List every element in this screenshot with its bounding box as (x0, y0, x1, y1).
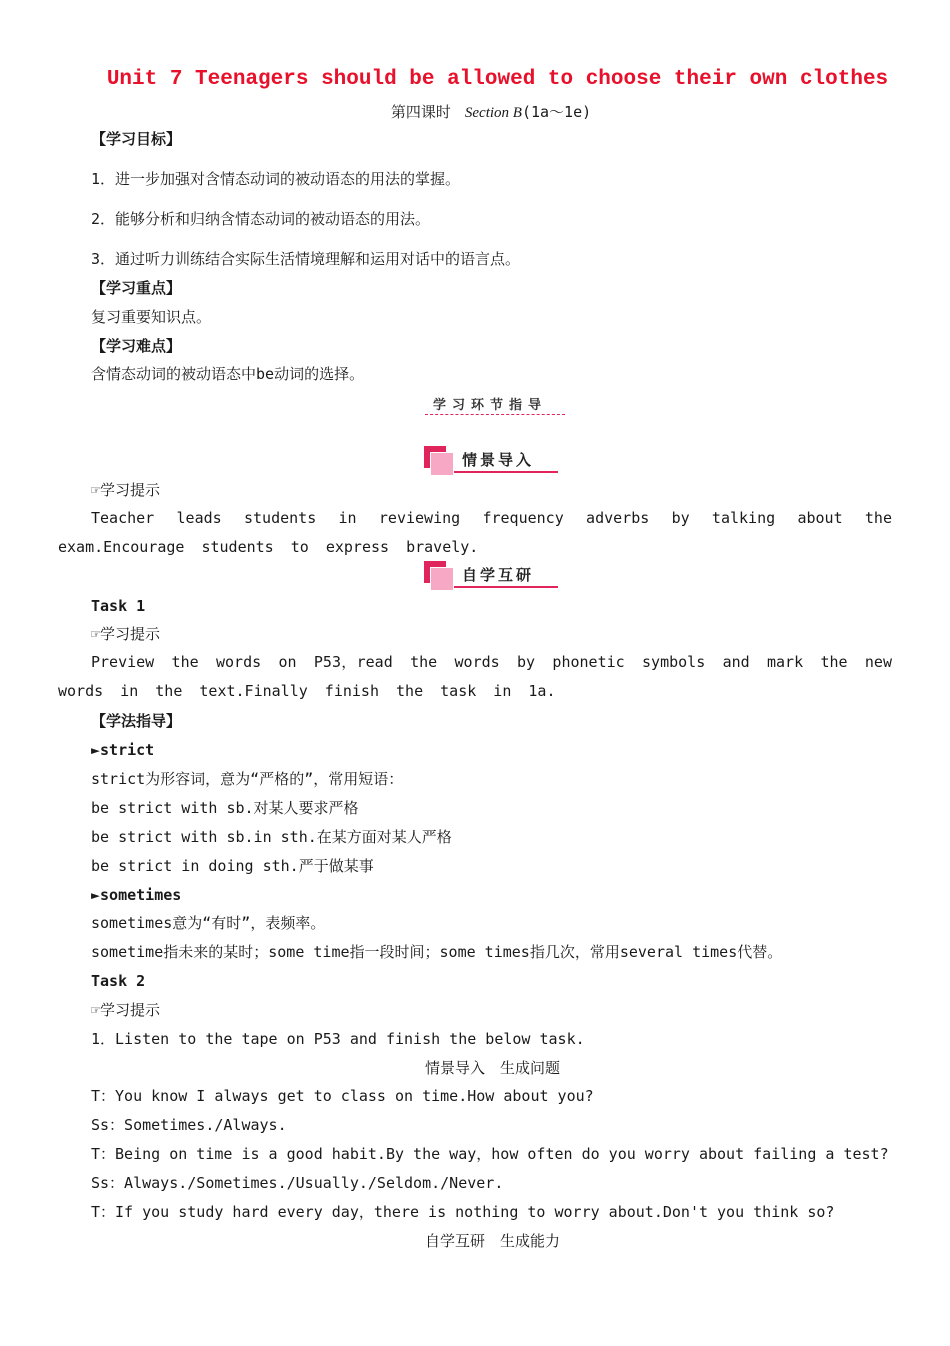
section-underline (454, 471, 558, 473)
dialogue-line: T：You know I always get to class on time.How about you? (91, 1087, 594, 1105)
task2-instruction: 1．Listen to the tape on P53 and finish the below task. (91, 1030, 585, 1048)
section-square-icon (430, 452, 454, 476)
task2-subheading: 自学互研 生成能力 (424, 1232, 560, 1250)
strict-line: be strict in doing sth.严于做某事 (91, 857, 374, 875)
objectives-heading: 【学习目标】 (91, 130, 182, 148)
dialogue-line: T：Being on time is a good habit.By the way，how often do you worry about failing a test? (91, 1145, 889, 1163)
objective-item: 2．能够分析和归纳含情态动词的被动语态的用法。 (91, 210, 431, 228)
dialogue-line: Ss：Sometimes./Always. (91, 1116, 287, 1134)
sometimes-line: sometime指未来的某时；some time指一段时间；some times指几次，常用several times代替。 (91, 943, 783, 961)
dialogue-line: T：If you study hard every day，there is nothing to worry about.Don't you think so? (91, 1203, 835, 1221)
self-study-section-title: 自学互研 (462, 566, 535, 584)
method-heading: 【学法指导】 (91, 712, 182, 730)
difficult-points-heading: 【学习难点】 (91, 337, 182, 355)
lesson-number: 第四课时 (390, 103, 451, 121)
strict-line: be strict with sb.对某人要求严格 (91, 799, 359, 817)
task2-subheading: 情景导入 生成问题 (424, 1059, 560, 1077)
intro-hint: ☞学习提示 (91, 481, 161, 499)
section-underline (454, 586, 558, 588)
section-range: (1a～1e) (521, 103, 592, 121)
strict-heading: ►strict (91, 741, 155, 759)
intro-section-title: 情景导入 (462, 451, 535, 469)
section-name: Section B (464, 105, 522, 121)
key-points-heading: 【学习重点】 (91, 279, 182, 297)
objective-item: 1．进一步加强对含情态动词的被动语态的用法的掌握。 (91, 170, 461, 188)
task1-text: Preview the words on P53，read the words by phonetic symbols and mark the new words in the text.Finally finish the task in 1a. (58, 653, 892, 700)
document-title: Unit 7 Teenagers should be allowed to choose their own clothes (106, 68, 889, 91)
banner-divider (425, 414, 565, 415)
section-square-icon (430, 567, 454, 591)
task1-hint: ☞学习提示 (91, 625, 161, 643)
task1-label: Task 1 (91, 597, 146, 615)
task2-hint: ☞学习提示 (91, 1001, 161, 1019)
strict-line: strict为形容词，意为“严格的”，常用短语： (91, 770, 404, 788)
self-study-section-header (424, 561, 560, 590)
sometimes-heading: ►sometimes (91, 886, 182, 904)
key-points-text: 复习重要知识点。 (91, 308, 212, 326)
sometimes-line: sometimes意为“有时”，表频率。 (91, 914, 326, 932)
objective-item: 3．通过听力训练结合实际生活情境理解和运用对话中的语言点。 (91, 250, 521, 268)
difficult-points-text: 含情态动词的被动语态中be动词的选择。 (91, 365, 365, 383)
guide-banner-label: 学习环节指导 (433, 398, 548, 413)
intro-text: Teacher leads students in reviewing frequency adverbs by talking about the exam.Encourage students to express bravely. (58, 509, 892, 556)
lesson-subtitle (0, 101, 950, 122)
guide-banner (425, 392, 565, 416)
dialogue-line: Ss：Always./Sometimes./Usually./Seldom./Never. (91, 1174, 504, 1192)
task2-label: Task 2 (91, 972, 146, 990)
intro-section-header (424, 446, 560, 475)
strict-line: be strict with sb.in sth.在某方面对某人严格 (91, 828, 452, 846)
